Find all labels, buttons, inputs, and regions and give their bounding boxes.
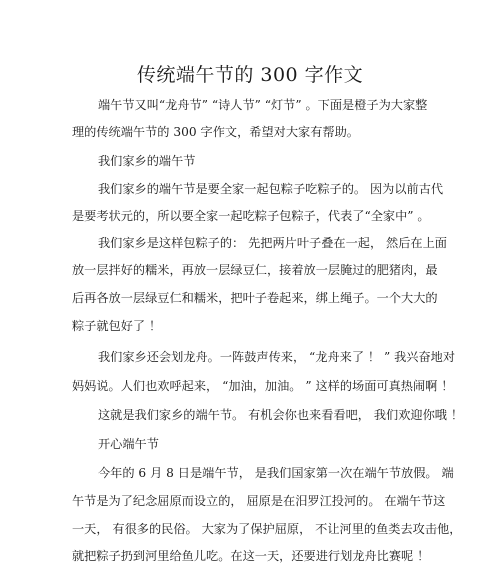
- document-title: 传统端午节的 300 字作文: [136, 64, 364, 86]
- paragraph-line: 放一层拌好的糯米，再放一层绿豆仁，接着放一层腌过的肥猪肉，最: [72, 263, 438, 277]
- paragraph-line: 是要考状元的，所以要全家一起吃粽子包粽子，代表了“全家中” 。: [72, 209, 430, 223]
- paragraph-line: 粽子就包好了 ！: [72, 319, 162, 333]
- paragraph-line: 妈妈说。人们也欢呼起来， “加油，加油。 ” 这样的场面可真热闹啊 ！: [72, 379, 454, 393]
- paragraph-line: 我们家乡还会划龙舟。一阵鼓声传来， “龙舟来了 ！ ” 我兴奋地对: [98, 350, 456, 364]
- paragraph-line: 我们家乡的端午节是要全家一起包粽子吃粽子的。 因为以前古代: [98, 182, 444, 196]
- paragraph-line: 午节是为了纪念屈原而设立的， 屈原是在汨罗江投河的。 在端午节这: [72, 494, 446, 508]
- paragraph-line: 我们家乡是这样包粽子的： 先把两片叶子叠在一起， 然后在上面: [98, 236, 447, 250]
- paragraph-line: 今年的 6 月 8 日是端午节， 是我们国家第一次在端午节放假。 端: [98, 466, 454, 480]
- section-heading: 开心端午节: [98, 437, 159, 451]
- paragraph-line: 端午节又叫“龙舟节” “诗人节” “灯节” 。下面是橙子为大家整: [98, 98, 428, 112]
- paragraph-line: 理的传统端午节的 300 字作文，希望对大家有帮助。: [72, 125, 359, 139]
- paragraph-line: 一天， 有很多的民俗。 大家为了保护屈原， 不让河里的鱼类去攻击他，: [72, 522, 462, 536]
- paragraph-line: 这就是我们家乡的端午节。 有机会你也来看看吧， 我们欢迎你哦 ！: [98, 408, 464, 422]
- section-heading: 我们家乡的端午节: [98, 154, 196, 168]
- paragraph-line: 后再各放一层绿豆仁和糯米，把叶子卷起来，绑上绳子。一个大大的: [72, 291, 438, 305]
- paragraph-line: 就把粽子扔到河里给鱼儿吃。在这一天，还要进行划龙舟比赛呢 ！: [72, 549, 430, 563]
